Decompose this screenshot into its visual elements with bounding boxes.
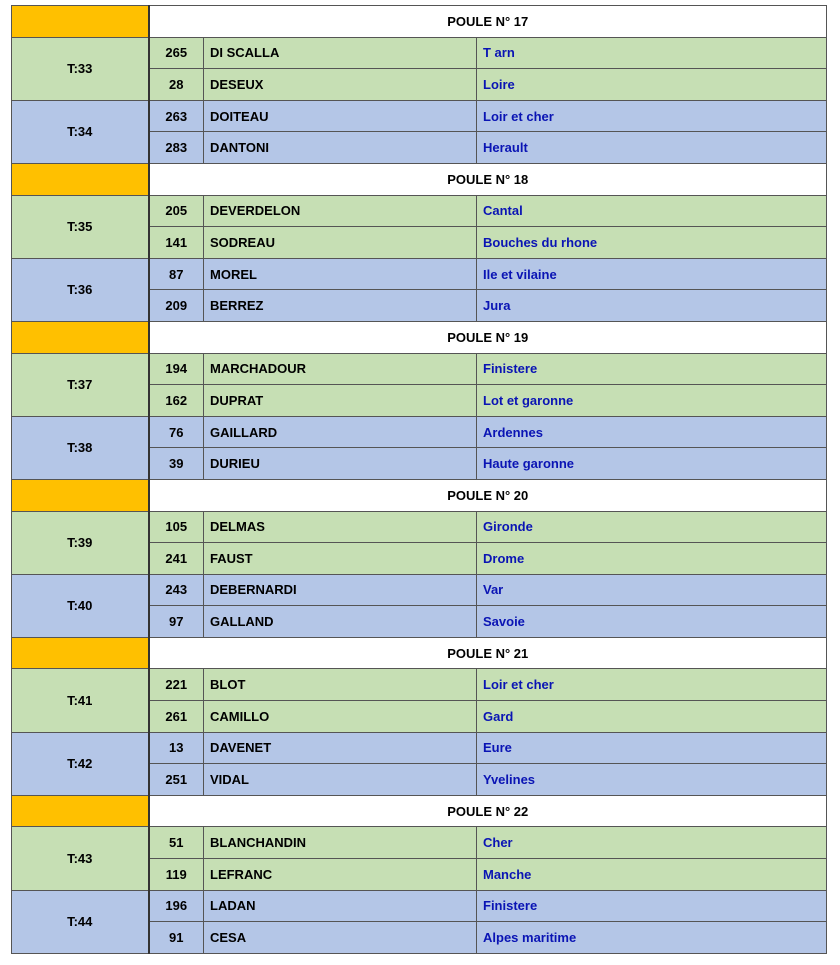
player-department: Cantal (477, 195, 827, 227)
player-number: 119 (149, 859, 204, 891)
player-number: 141 (149, 227, 204, 259)
poule-title: POULE N° 22 (447, 803, 529, 819)
table-label: T:33 (12, 37, 149, 100)
player-name: VIDAL (204, 764, 477, 796)
player-number: 265 (149, 37, 204, 69)
poule-title-cell (149, 795, 827, 827)
player-name: LADAN (204, 890, 477, 922)
poule-title-cell (149, 637, 827, 669)
player-row (12, 416, 827, 448)
table-label: T:44 (12, 890, 149, 953)
player-name: DANTONI (204, 132, 477, 164)
player-name: DUPRAT (204, 385, 477, 417)
player-name: BLOT (204, 669, 477, 701)
player-number: 205 (149, 195, 204, 227)
table-label: T:42 (12, 732, 149, 795)
poule-header-row (12, 795, 827, 827)
player-row (12, 353, 827, 385)
poule-title: POULE N° 19 (447, 329, 529, 345)
player-department: Lot et garonne (477, 385, 827, 417)
player-number: 162 (149, 385, 204, 417)
player-name: MOREL (204, 258, 477, 290)
player-number: 261 (149, 701, 204, 733)
poule-title-cell (149, 479, 827, 511)
player-department: Loir et cher (477, 669, 827, 701)
player-name: DAVENET (204, 732, 477, 764)
player-department: Manche (477, 859, 827, 891)
poule-corner-cell (12, 479, 149, 511)
poule-header-row (12, 321, 827, 353)
player-department: Alpes maritime (477, 922, 827, 954)
table-label: T:35 (12, 195, 149, 258)
poule-title-cell (149, 321, 827, 353)
player-number: 97 (149, 606, 204, 638)
player-name: CAMILLO (204, 701, 477, 733)
table-label: T:40 (12, 574, 149, 637)
poule-title: POULE N° 21 (447, 645, 529, 661)
player-department: Gironde (477, 511, 827, 543)
player-department: Loire (477, 69, 827, 101)
player-name: DEVERDELON (204, 195, 477, 227)
player-number: 243 (149, 574, 204, 606)
player-number: 51 (149, 827, 204, 859)
poule-title-cell (149, 6, 827, 38)
player-row (12, 890, 827, 922)
player-number: 87 (149, 258, 204, 290)
player-number: 13 (149, 732, 204, 764)
player-number: 283 (149, 132, 204, 164)
player-name: GAILLARD (204, 416, 477, 448)
player-number: 194 (149, 353, 204, 385)
player-number: 251 (149, 764, 204, 796)
poule-table-body (12, 6, 827, 954)
table-label: T:38 (12, 416, 149, 479)
player-department: Eure (477, 732, 827, 764)
player-number: 91 (149, 922, 204, 954)
player-department: Jura (477, 290, 827, 322)
player-row (12, 669, 827, 701)
poule-header-row (12, 163, 827, 195)
player-name: MARCHADOUR (204, 353, 477, 385)
player-department: Drome (477, 543, 827, 575)
player-department: Loir et cher (477, 100, 827, 132)
player-row (12, 732, 827, 764)
table-label: T:41 (12, 669, 149, 732)
player-name: DELMAS (204, 511, 477, 543)
table-label: T:39 (12, 511, 149, 574)
player-row (12, 574, 827, 606)
player-number: 263 (149, 100, 204, 132)
player-name: DOITEAU (204, 100, 477, 132)
player-number: 221 (149, 669, 204, 701)
player-number: 209 (149, 290, 204, 322)
player-name: SODREAU (204, 227, 477, 259)
player-number: 76 (149, 416, 204, 448)
player-number: 28 (149, 69, 204, 101)
player-department: Ardennes (477, 416, 827, 448)
player-name: BLANCHANDIN (204, 827, 477, 859)
poule-corner-cell (12, 321, 149, 353)
player-number: 105 (149, 511, 204, 543)
player-department: Var (477, 574, 827, 606)
poule-title: POULE N° 20 (447, 487, 529, 503)
player-name: CESA (204, 922, 477, 954)
player-row (12, 100, 827, 132)
player-department: Haute garonne (477, 448, 827, 480)
player-department: Yvelines (477, 764, 827, 796)
player-row (12, 511, 827, 543)
player-department: Finistere (477, 890, 827, 922)
player-name: DESEUX (204, 69, 477, 101)
player-department: Savoie (477, 606, 827, 638)
player-name: GALLAND (204, 606, 477, 638)
player-name: DI SCALLA (204, 37, 477, 69)
table-label: T:36 (12, 258, 149, 321)
poule-header-row (12, 637, 827, 669)
poule-corner-cell (12, 637, 149, 669)
poule-corner-cell (12, 795, 149, 827)
player-row (12, 258, 827, 290)
player-row (12, 37, 827, 69)
poule-table (11, 5, 827, 954)
player-department: Finistere (477, 353, 827, 385)
player-name: DURIEU (204, 448, 477, 480)
player-number: 196 (149, 890, 204, 922)
player-row (12, 827, 827, 859)
poule-header-row (12, 479, 827, 511)
table-label: T:37 (12, 353, 149, 416)
poule-header-row (12, 6, 827, 38)
player-row (12, 195, 827, 227)
poule-corner-cell (12, 163, 149, 195)
player-department: Gard (477, 701, 827, 733)
player-name: LEFRANC (204, 859, 477, 891)
player-number: 39 (149, 448, 204, 480)
player-name: DEBERNARDI (204, 574, 477, 606)
poule-title-cell (149, 163, 827, 195)
player-number: 241 (149, 543, 204, 575)
poule-corner-cell (12, 6, 149, 38)
player-department: Ile et vilaine (477, 258, 827, 290)
poule-sheet (11, 5, 826, 954)
player-name: BERREZ (204, 290, 477, 322)
poule-title: POULE N° 18 (447, 171, 529, 187)
player-department: T arn (477, 37, 827, 69)
player-department: Bouches du rhone (477, 227, 827, 259)
player-name: FAUST (204, 543, 477, 575)
table-label: T:43 (12, 827, 149, 890)
poule-title: POULE N° 17 (447, 13, 529, 29)
table-label: T:34 (12, 100, 149, 163)
player-department: Herault (477, 132, 827, 164)
player-department: Cher (477, 827, 827, 859)
